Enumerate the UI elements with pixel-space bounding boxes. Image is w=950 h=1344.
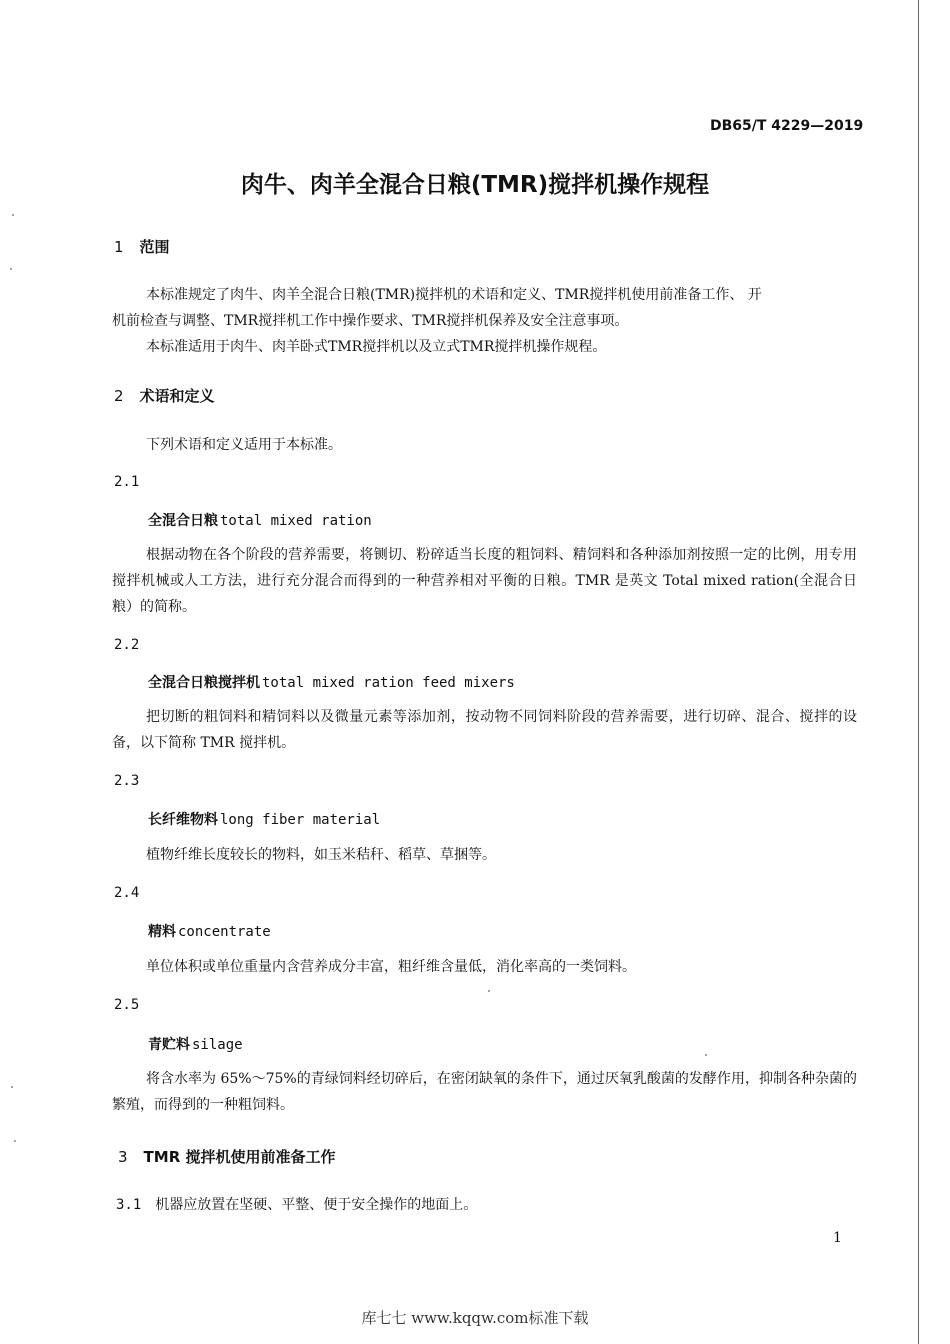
- clause-number: 2.2: [114, 637, 140, 653]
- section-number: 3: [118, 1148, 128, 1166]
- term-definition: 将含水率为 65%～75%的青绿饲料经切碎后，在密闭缺氧的条件下，通过厌氧乳酸菌的发酵作用，抑制各种杂菌的繁殖，而得到的一种粗饲料。: [112, 1071, 857, 1113]
- section-1-heading: [114, 236, 170, 257]
- section-2-heading: [114, 385, 215, 406]
- scan-edge-line: [918, 0, 919, 1344]
- term-en: long fiber material: [220, 812, 381, 828]
- clause-number: 2.4: [114, 885, 140, 901]
- scan-speck: [11, 1086, 13, 1088]
- term-definition: 单位体积或单位重量内含营养成分丰富，粗纤维含量低，消化率高的一类饲料。: [146, 959, 636, 975]
- scope-paragraph-2: 本标准适用于肉牛、肉羊卧式TMR搅拌机以及立式TMR搅拌机操作规程。: [146, 339, 607, 355]
- section-title: 术语和定义: [139, 387, 215, 405]
- scan-speck: [488, 990, 490, 992]
- scan-speck: [12, 214, 14, 216]
- term-heading: [148, 921, 271, 941]
- clause-3-1: [116, 1192, 477, 1218]
- scope-paragraph-line-2: 机前检查与调整、TMR搅拌机工作中操作要求、TMR搅拌机保养及安全注意事项。: [112, 313, 629, 329]
- term-en: total mixed ration feed mixers: [262, 675, 515, 691]
- section-number: 1: [114, 238, 124, 256]
- term-heading: [148, 510, 372, 530]
- term-en: total mixed ration: [220, 513, 372, 529]
- term-zh: 精料: [148, 924, 176, 940]
- scan-speck: [14, 1140, 16, 1142]
- footer-watermark: 库七七 www.kqqw.com标准下载: [361, 1309, 589, 1327]
- section-number: 2: [114, 387, 124, 405]
- term-en: silage: [192, 1037, 243, 1053]
- term-heading: [148, 1034, 243, 1054]
- section-3-heading: [118, 1146, 335, 1167]
- scan-speck: [705, 1054, 707, 1056]
- standard-code: DB65/T 4229—2019: [710, 118, 864, 134]
- clause-number: 3.1: [116, 1197, 142, 1213]
- term-en: concentrate: [178, 924, 271, 940]
- clause-number: 2.1: [114, 474, 140, 490]
- section-title: 范围: [139, 238, 170, 256]
- term-zh: 长纤维物料: [148, 812, 218, 828]
- term-zh: 青贮料: [148, 1037, 190, 1053]
- term-definition: 植物纤维长度较长的物料，如玉米秸秆、稻草、草捆等。: [146, 847, 496, 863]
- term-zh: 全混合日粮: [148, 513, 218, 529]
- section-title: TMR 搅拌机使用前准备工作: [143, 1148, 336, 1166]
- term-zh: 全混合日粮搅拌机: [148, 675, 260, 691]
- term-definition: 根据动物在各个阶段的营养需要，将铡切、粉碎适当长度的粗饲料、精饲料和各种添加剂按照一定的比例，用专用搅拌机械或人工方法，进行充分混合而得到的一种营养相对平衡的日粮。TMR 是英文 Total mixed ration(全混合日粮）的简称。: [112, 547, 857, 615]
- term-heading: [148, 809, 380, 829]
- scope-paragraph-line-1: 本标准规定了肉牛、肉羊全混合日粮(TMR)搅拌机的术语和定义、TMR搅拌机使用前准备工作、 开: [146, 287, 762, 303]
- term-heading: [148, 672, 515, 692]
- scan-speck: [10, 268, 12, 270]
- page-number: 1: [833, 1230, 842, 1246]
- document-title: 肉牛、肉羊全混合日粮(TMR)搅拌机操作规程: [240, 172, 710, 198]
- clause-number: 2.3: [114, 773, 140, 789]
- terms-intro: 下列术语和定义适用于本标准。: [146, 437, 342, 453]
- term-definition: 把切断的粗饲料和精饲料以及微量元素等添加剂，按动物不同饲料阶段的营养需要，进行切碎、混合、搅拌的设备，以下简称 TMR 搅拌机。: [112, 709, 857, 751]
- clause-text: 机器应放置在坚硬、平整、便于安全操作的地面上。: [155, 1197, 478, 1213]
- clause-number: 2.5: [114, 997, 140, 1013]
